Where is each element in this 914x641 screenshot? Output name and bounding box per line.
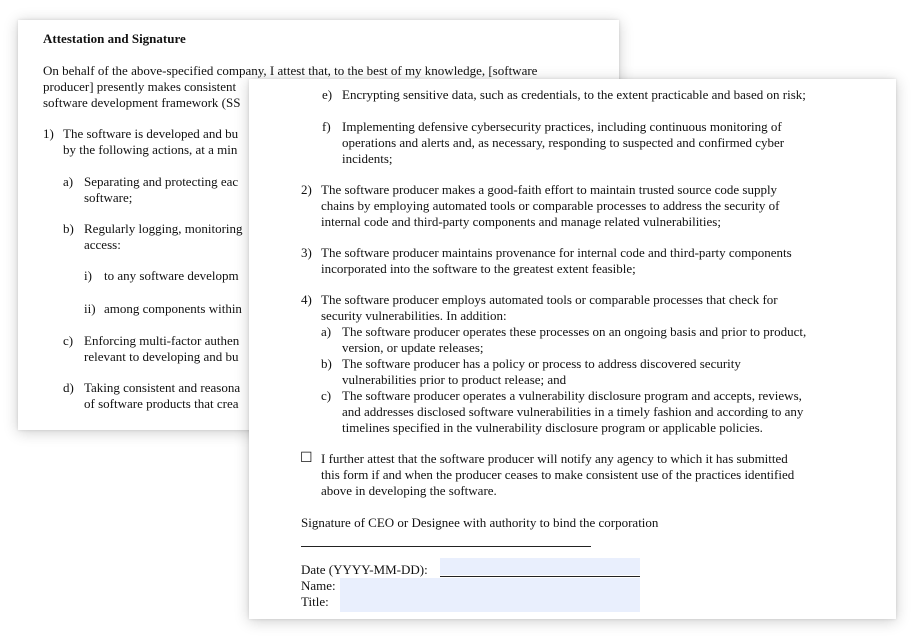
item-i-label: i) [84, 268, 92, 283]
item-ii-label: ii) [84, 301, 96, 316]
item-f-label: f) [322, 119, 331, 134]
item-4a-line-1: The software producer operates these processes on an ongoing basis and prior to product, [342, 324, 807, 339]
item-f-line-3: incidents; [342, 151, 393, 166]
signature-line[interactable] [301, 546, 591, 547]
item-2-number: 2) [301, 182, 312, 197]
item-2-line-3: internal code and third-party components and manage related vulnerabilities; [321, 214, 721, 229]
item-e-text: Encrypting sensitive data, such as credentials, to the extent practicable and based on risk; [342, 87, 806, 102]
item-1-number: 1) [43, 126, 54, 141]
item-4-number: 4) [301, 292, 312, 307]
item-e-label: e) [322, 87, 333, 102]
item-3-line-1: The software producer maintains provenance for internal code and third-party components [321, 245, 792, 260]
section-heading: Attestation and Signature [43, 31, 186, 46]
date-field[interactable] [440, 558, 640, 575]
item-4a-line-2: version, or update releases; [342, 340, 484, 355]
item-b-label: b) [63, 221, 74, 236]
item-d-label: d) [63, 380, 74, 395]
item-4c-label: c) [321, 388, 332, 403]
item-c-line-1: Enforcing multi-factor authen [84, 333, 240, 348]
item-c-line-2: relevant to developing and bu [84, 349, 239, 364]
attest-line-1: I further attest that the software producer will notify any agency to which it has submitted [321, 451, 788, 466]
title-label: Title: [301, 594, 329, 609]
item-d-line-1: Taking consistent and reasona [84, 380, 241, 395]
name-label: Name: [301, 578, 336, 593]
intro-line-2: producer] presently makes consistent [43, 79, 237, 94]
item-4a-label: a) [321, 324, 332, 339]
attest-line-3: above in developing the software. [321, 483, 497, 498]
item-1-line-1: The software is developed and bu [63, 126, 239, 141]
item-a-line-1: Separating and protecting eac [84, 174, 239, 189]
intro-line-3: software development framework (SS [43, 95, 241, 110]
item-ii-text: among components within [104, 301, 242, 316]
item-1-line-2: by the following actions, at a min [63, 142, 238, 157]
item-2-line-1: The software producer makes a good-faith effort to maintain trusted source code supply [321, 182, 778, 197]
item-4-line-2: security vulnerabilities. In addition: [321, 308, 507, 323]
item-a-line-2: software; [84, 190, 133, 205]
item-i-text: to any software developm [104, 268, 239, 283]
item-b-line-2: access: [84, 237, 121, 252]
front-page [249, 79, 896, 619]
item-f-line-1: Implementing defensive cybersecurity practices, including continuous monitoring of [342, 119, 782, 134]
intro-line-1: On behalf of the above-specified company, I attest that, to the best of my knowledge, [software [43, 63, 538, 78]
date-field-underline [440, 576, 640, 577]
item-a-label: a) [63, 174, 74, 189]
item-4b-label: b) [321, 356, 332, 371]
attest-line-2: this form if and when the producer ceases to make consistent use of the practices identified [321, 467, 795, 482]
item-4b-line-1: The software producer has a policy or process to address discovered security [342, 356, 741, 371]
item-3-number: 3) [301, 245, 312, 260]
item-f-line-2: operations and alerts and, as necessary, responding to suspected and confirmed cyber [342, 135, 785, 150]
item-d-line-2: of software products that crea [84, 396, 239, 411]
item-4-line-1: The software producer employs automated tools or comparable processes that check for [321, 292, 778, 307]
title-field[interactable] [340, 595, 640, 612]
item-2-line-2: chains by employing automated tools or comparable processes to address the security of [321, 198, 780, 213]
signature-label: Signature of CEO or Designee with authority to bind the corporation [301, 515, 659, 530]
date-label: Date (YYYY-MM-DD): [301, 562, 428, 577]
item-4c-line-1: The software producer operates a vulnerability disclosure program and accepts, reviews, [342, 388, 802, 403]
item-4c-line-3: timelines specified in the vulnerability disclosure program or applicable policies. [342, 420, 763, 435]
attest-checkbox[interactable]: ☐ [300, 451, 313, 466]
item-3-line-2: incorporated into the software to the greatest extent feasible; [321, 261, 636, 276]
item-4b-line-2: vulnerabilities prior to product release; and [342, 372, 567, 387]
item-4c-line-2: and addresses disclosed software vulnerabilities in a timely fashion and according to any [342, 404, 804, 419]
name-field[interactable] [340, 578, 640, 595]
item-b-line-1: Regularly logging, monitoring [84, 221, 243, 236]
item-c-label: c) [63, 333, 74, 348]
